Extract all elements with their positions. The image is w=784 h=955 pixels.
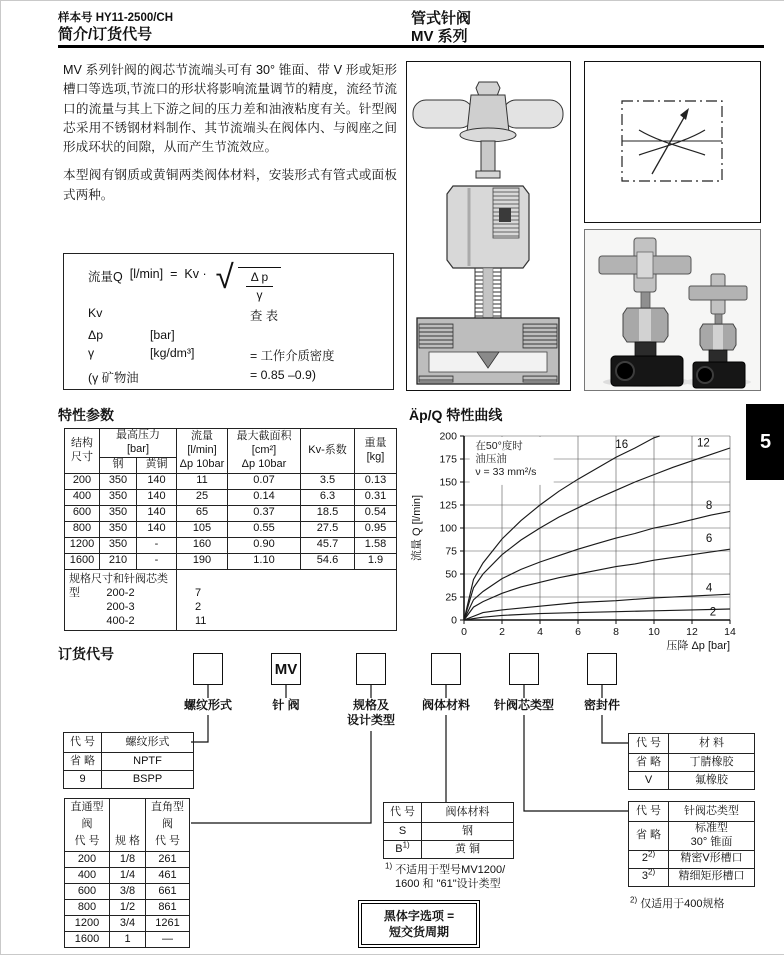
svg-text:6: 6 (705, 533, 713, 546)
table-row: 200 350 140 11 0.07 3.5 0.13 (65, 473, 397, 489)
product-series: MV 系列 (411, 28, 468, 45)
bold-option-note: 黑体字选项 = 短交货周期 (358, 900, 480, 948)
ordering-section-title: 订货代号 (58, 646, 114, 662)
intro-paragraph-1: MV 系列针阀的阀芯节流端头可有 30° 锥面、带 V 形或矩形槽口等选项,节流口的形状将影响流量调节的精度，流经节流口的流量与其上下游之间的压力差和油液粘度有关。针型阀芯采用不锈钢材料制作、其节流端头在阀体内、与阀座之间形成环状的间隙，从而产生节流效应。 (63, 63, 397, 155)
flow-formula-box (63, 253, 394, 390)
code-box-tip-type (509, 653, 539, 685)
product-photo-frame (584, 229, 761, 391)
legend-term: γ (88, 346, 95, 360)
table-row: 200 1/8 261 (65, 852, 190, 868)
code-label-seal: 密封件 (583, 698, 620, 712)
throttle-valve-symbol (585, 62, 759, 221)
table-row: 省 略 NPTF (64, 753, 194, 771)
table-row: 800 350 140 105 0.55 27.5 0.95 (65, 521, 397, 537)
legend-term: (γ 矿物油 (88, 371, 139, 385)
header-rule (58, 45, 764, 48)
col-weight: 重量 [kg] (355, 429, 397, 474)
hydraulic-symbol-frame (584, 61, 761, 223)
svg-text:2: 2 (499, 626, 505, 638)
col-angle-valve: 直角型 阀 代 号 (146, 799, 190, 852)
fraction-denominator: γ (256, 288, 263, 302)
svg-text:4: 4 (537, 626, 543, 638)
specs-section-title: 特性参数 (58, 407, 114, 423)
valve-cross-section-drawing (407, 62, 569, 389)
code-box-thread (193, 653, 223, 685)
fraction-numerator: Δ p (246, 270, 273, 287)
code-box-body-material (431, 653, 461, 685)
formula-q-unit: [l/min] (129, 267, 164, 281)
table-row: 800 1/2 861 (65, 900, 190, 916)
svg-text:0: 0 (461, 626, 467, 638)
col-size: 结构 尺寸 (65, 429, 100, 474)
col-max-pressure: 最高压力 [bar] (100, 429, 177, 458)
table-row: 400 1/4 461 (65, 868, 190, 884)
specs-header-row (65, 429, 397, 458)
table-row: 600 350 140 65 0.37 18.5 0.54 (65, 505, 397, 521)
body-material-table: 代 号 阀体材料 S 钢 $B^{1)}$ 黄 铜 (383, 802, 514, 859)
svg-text:75: 75 (445, 545, 457, 558)
specs-table (64, 428, 397, 631)
svg-text:25: 25 (445, 591, 457, 604)
svg-text:8: 8 (613, 626, 619, 638)
table-row: 3$^{2)}$ 精细矩形槽口 (629, 868, 755, 886)
legend-term: Δp (88, 328, 104, 342)
intro-paragraph-2: 本型阀有钢质或黄铜两类阀体材料，安装形式有管式或面板式两种。 (63, 168, 397, 202)
code-box-seal (587, 653, 617, 685)
svg-text:50: 50 (445, 568, 457, 581)
svg-text:10: 10 (648, 626, 660, 638)
product-title: 管式针阀 (411, 10, 472, 27)
svg-text:14: 14 (724, 626, 736, 638)
code-label-tip-type: 针阀芯类型 (493, 698, 554, 712)
valve-cross-section-frame (406, 61, 571, 391)
col-max-area: 最大截面积 [cm²] Δp 10bar (228, 429, 301, 474)
code-label-needle-valve: 针 阀 (272, 698, 300, 712)
code-label-thread: 螺纹形式 (183, 698, 232, 712)
spool-type-codes: 规格尺寸和针阀芯类型 200-2 200-3 400-2 (65, 569, 177, 630)
sqrt-radical-glyph: √ (215, 258, 234, 295)
table-row: 1200 3/4 1261 (65, 916, 190, 932)
table-row: 1200 350 - 160 0.90 45.7 1.58 (65, 537, 397, 553)
spool-type-values: 7 2 11 (177, 569, 397, 630)
seal-material-table: 代 号 材 料 省 略 丁腈橡胶 V 氟橡胶 (628, 733, 755, 790)
svg-text:12: 12 (686, 626, 698, 638)
svg-text:ν = 33 mm²/s: ν = 33 mm²/s (475, 465, 537, 478)
table-row: $B^{1)}$ 黄 铜 (384, 841, 514, 859)
col-inline-valve: 直通型 阀 代 号 (65, 799, 110, 852)
table-row: V 氟橡胶 (629, 772, 755, 790)
col-brass: 黄铜 (137, 457, 177, 473)
table-row: 600 3/8 661 (65, 884, 190, 900)
legend-term: Kv (88, 306, 103, 320)
table-row: 2$^{2)}$ 精密V形槽口 (629, 850, 755, 868)
table-row: 400 350 140 25 0.14 6.3 0.31 (65, 489, 397, 505)
table-row: 省 略 标准型 30° 锥面 (629, 822, 755, 851)
specs-extra-row (65, 569, 397, 630)
svg-text:100: 100 (439, 522, 457, 535)
formula-fraction (238, 267, 281, 302)
col-size: 规 格 (110, 799, 146, 852)
flow-formula (88, 258, 393, 302)
svg-text:200: 200 (439, 430, 457, 443)
page-number-tab: 5 (746, 404, 784, 480)
svg-text:油压油: 油压油 (475, 452, 507, 465)
code-box-mv: MV (271, 653, 301, 685)
svg-text:12: 12 (697, 437, 710, 450)
arrow-head (680, 108, 689, 120)
table-row: 1600 210 - 190 1.10 54.6 1.9 (65, 553, 397, 569)
page-section-title: 简介/订货代号 (58, 26, 153, 43)
formula-legend: Kv 查 表 Δp [bar] γ [kg/dm³] = 工作介质密度 (γ 矿物油 = 0.85 –0.9) (88, 306, 335, 385)
col-flow: 流量 [l/min] Δp 10bar (177, 429, 228, 474)
table-row: S 钢 (384, 823, 514, 841)
svg-text:在50°度时: 在50°度时 (475, 439, 523, 452)
svg-text:4: 4 (705, 582, 713, 595)
intro-text (63, 61, 397, 214)
doc-number: 样本号 HY11-2500/CH (58, 12, 174, 24)
code-box-size (356, 653, 386, 685)
svg-text:6: 6 (575, 626, 581, 638)
svg-text:2: 2 (709, 606, 717, 619)
table-row: 9 BSPP (64, 771, 194, 789)
chart-title: Äp/Q 特性曲线 (409, 407, 503, 423)
col-steel: 钢 (100, 457, 137, 473)
footnote-tip-type: $^{2)}$ 仅适用于400规格 (630, 895, 725, 910)
thread-form-table: 代 号 螺纹形式 省 略 NPTF 9 BSPP (63, 732, 194, 789)
svg-text:175: 175 (439, 453, 457, 466)
svg-text:流量 Q [l/min]: 流量 Q [l/min] (411, 494, 423, 562)
svg-text:125: 125 (439, 499, 457, 512)
table-row: 省 略 丁腈橡胶 (629, 754, 755, 772)
table-row: 1600 1 — (65, 932, 190, 948)
valve-product-photo (585, 230, 760, 390)
svg-text:16: 16 (615, 439, 629, 452)
svg-text:0: 0 (451, 614, 457, 627)
size-code-table (64, 798, 190, 948)
code-label-body-material: 阀体材料 (421, 698, 470, 712)
footnote-body-material: $^{1)}$ 不适用于型号MV1200/ 1600 和 "61"设计类型 (385, 861, 506, 890)
svg-text:压降 Δp [bar]: 压降 Δp [bar] (666, 640, 730, 652)
dp-q-curve-chart (406, 424, 751, 656)
col-kv: Kv-系数 (301, 429, 355, 474)
formula-q-label: 流量Q (88, 270, 123, 284)
svg-text:8: 8 (705, 499, 713, 512)
formula-equals: = (170, 267, 178, 281)
svg-text:150: 150 (439, 476, 457, 489)
code-label-size: 规格及 设计类型 (346, 698, 395, 727)
tip-type-table: 代 号 针阀芯类型 省 略 标准型 30° 锥面 2$^{2)}$ 精密V形槽口 3$^{2)}$ 精细矩形槽口 (628, 801, 755, 887)
formula-kv-term: Kv · (184, 267, 207, 281)
